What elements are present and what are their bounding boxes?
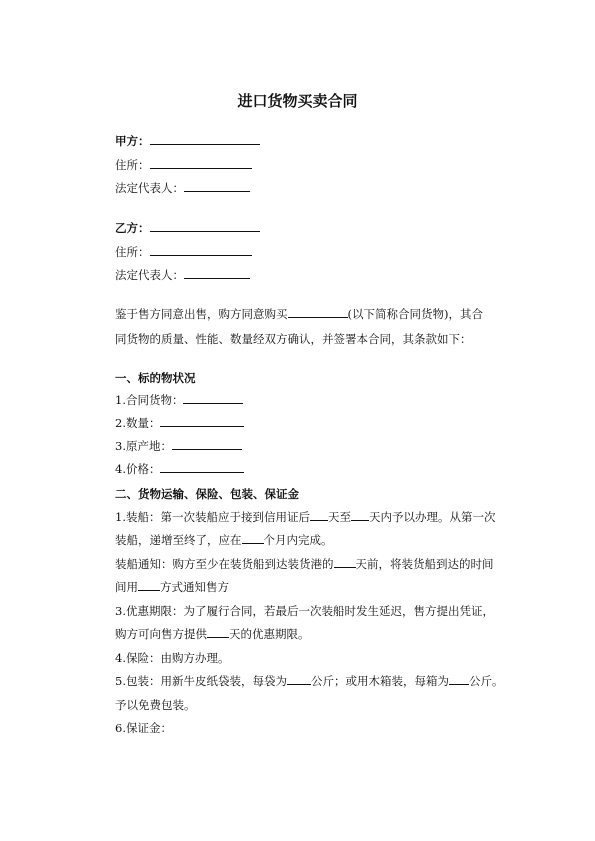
document-title: 进口货物买卖合同: [237, 92, 358, 110]
clause-text: 个月内完成。: [263, 533, 333, 547]
clause-text: 公斤；或用木箱装，每箱为: [310, 674, 449, 688]
item-origin: [115, 438, 242, 454]
clause-5-line-2: 予以免费包装。: [115, 698, 196, 712]
clause-text: 5.包装：用新牛皮纸袋装，每袋为: [115, 674, 287, 688]
clause-text: 天的优惠期限。: [229, 627, 310, 641]
clause-blank: [334, 556, 356, 568]
party-b-rep-label: 法定代表人：: [115, 268, 184, 282]
intro-goods-blank: [288, 306, 348, 318]
party-b-rep-blank: [184, 267, 250, 279]
item-label: 1.合同货物：: [115, 393, 184, 407]
party-b-address-blank: [150, 244, 252, 256]
clause-blank: [310, 509, 328, 521]
clause-text: 天内予以办理。从第一次: [368, 510, 496, 524]
party-a-blank: [150, 133, 260, 145]
item-blank: [160, 461, 244, 473]
clause-text: 天前，将装货船到达的时间: [355, 557, 494, 571]
item-blank: [183, 392, 243, 404]
item-quantity: [115, 415, 244, 431]
clause-6: 6.保证金：: [115, 721, 172, 735]
item-label: 4.价格：: [115, 462, 161, 476]
clause-3-line-2: [115, 626, 310, 642]
clause-text: 装船，递增至终了，应在: [115, 533, 242, 547]
party-b-blank: [150, 220, 260, 232]
clause-text: 方式通知售方: [160, 580, 229, 594]
clause-text: 公斤。: [468, 674, 504, 688]
party-b-rep-line: [115, 267, 250, 283]
intro-text-b: (以下简称合同货物)，其合: [347, 307, 483, 321]
clause-3-line-1: 3.优惠期限：为了履行合同，若最后一次装船时发生延迟，售方提出凭证，: [115, 604, 494, 618]
section-2-heading: 二、货物运输、保险、包装、保证金: [115, 487, 299, 501]
clause-blank: [138, 579, 160, 591]
intro-line-2: 同货物的质量、性能、数量经双方确认，并签署本合同，其条款如下：: [115, 332, 472, 346]
party-a-rep-blank: [184, 180, 250, 192]
clause-text: 1.装船：第一次装船应于接到信用证后: [115, 510, 310, 524]
section-1-heading: 一、标的物状况: [115, 371, 196, 385]
party-a-label: 甲方：: [115, 134, 150, 148]
party-a-address-line: [115, 157, 252, 173]
clause-blank: [242, 532, 264, 544]
item-blank: [160, 415, 244, 427]
clause-1-line-1: [115, 509, 495, 525]
item-price: [115, 461, 244, 477]
party-a-rep-label: 法定代表人：: [115, 181, 184, 195]
item-label: 3.原产地：: [115, 439, 172, 453]
party-a-address-blank: [150, 157, 252, 169]
party-a-address-label: 住所：: [115, 158, 150, 172]
clause-text: 间用: [115, 580, 138, 594]
clause-5-line-1: [115, 673, 503, 689]
clause-2-line-2: [115, 579, 229, 595]
clause-text: 购方可向售方提供: [115, 627, 207, 641]
intro-line-1: [115, 306, 483, 322]
clause-blank: [287, 673, 311, 685]
item-blank: [172, 438, 242, 450]
clause-1-line-2: [115, 532, 333, 548]
party-b-label: 乙方：: [115, 221, 150, 235]
item-contract-goods: [115, 392, 243, 408]
clause-blank: [207, 626, 229, 638]
party-b-address-line: [115, 244, 252, 260]
item-label: 2.数量：: [115, 416, 161, 430]
party-b-line: [115, 220, 260, 236]
party-b-address-label: 住所：: [115, 245, 150, 259]
clause-blank: [351, 509, 369, 521]
clause-4: 4.保险：由购方办理。: [115, 651, 230, 665]
clause-2-line-1: [115, 556, 494, 572]
clause-text: 装船通知：购方至少在装货船到达装货港的: [115, 557, 334, 571]
clause-blank: [449, 673, 469, 685]
party-a-line: [115, 133, 260, 149]
party-a-rep-line: [115, 180, 250, 196]
intro-text-a: 鉴于售方同意出售，购方同意购买: [115, 307, 288, 321]
clause-text: 天至: [327, 510, 351, 524]
